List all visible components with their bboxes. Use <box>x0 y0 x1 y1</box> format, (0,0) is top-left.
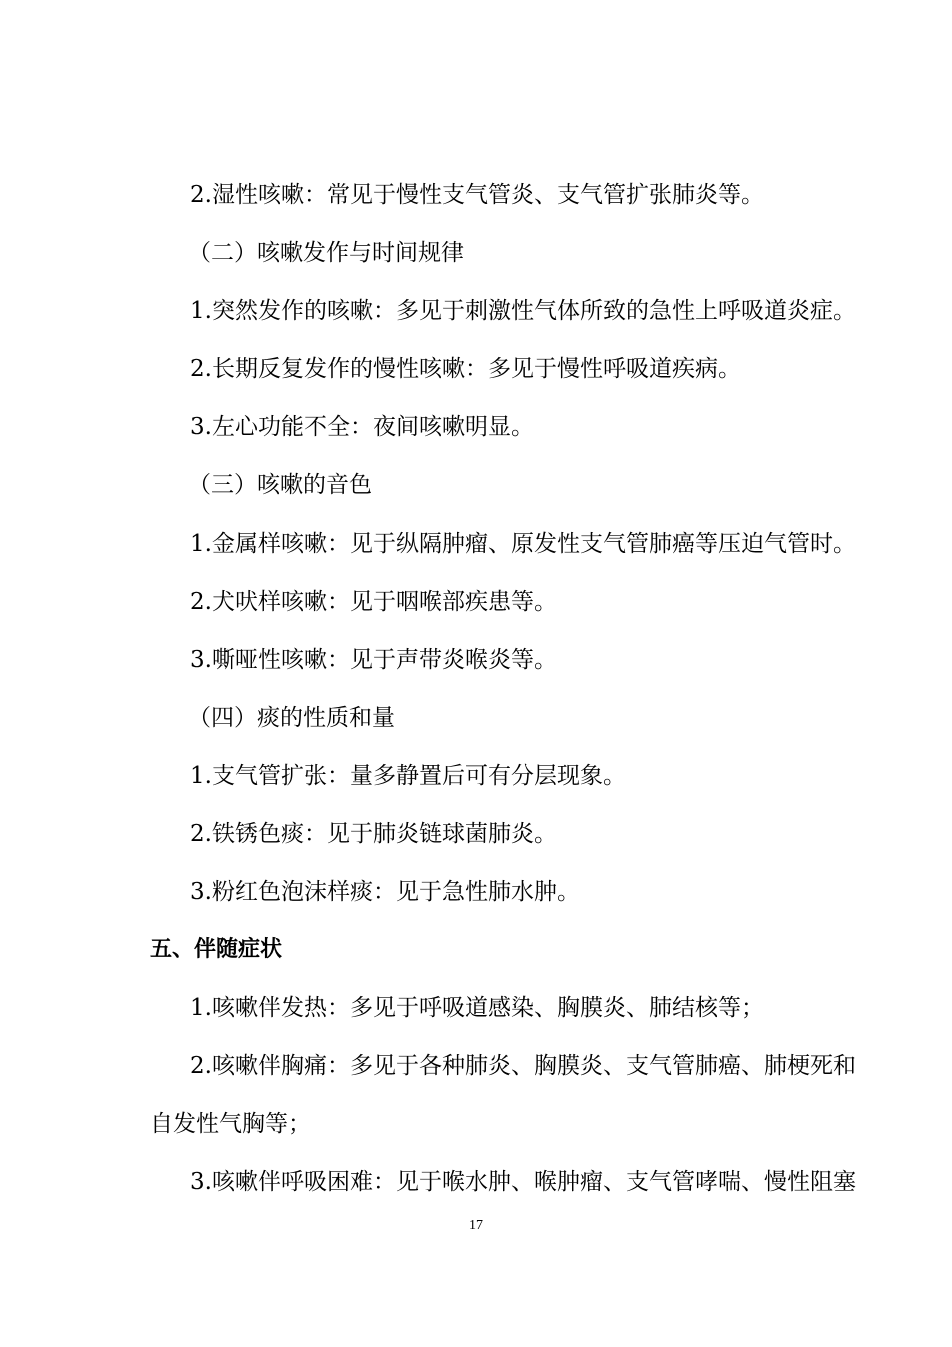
paragraph-line: 2.咳嗽伴胸痛：多见于各种肺炎、胸膜炎、支气管肺癌、肺梗死和 <box>190 1053 856 1079</box>
paragraph-line: 2.湿性咳嗽：常见于慢性支气管炎、支气管扩张肺炎等。 <box>190 182 764 208</box>
paragraph-line: 2.铁锈色痰：见于肺炎链球菌肺炎。 <box>190 821 557 847</box>
paragraph-line: 1.金属样咳嗽：见于纵隔肿瘤、原发性支气管肺癌等压迫气管时。 <box>190 531 856 557</box>
subheading: （四）痰的性质和量 <box>188 705 395 731</box>
paragraph-line: 2.犬吠样咳嗽：见于咽喉部疾患等。 <box>190 589 557 615</box>
paragraph-line: 自发性气胸等； <box>150 1111 311 1137</box>
paragraph-line: 1.咳嗽伴发热：多见于呼吸道感染、胸膜炎、肺结核等； <box>190 995 764 1021</box>
subheading: （三）咳嗽的音色 <box>188 472 372 498</box>
paragraph-line: 2.长期反复发作的慢性咳嗽：多见于慢性呼吸道疾病。 <box>190 356 741 382</box>
paragraph-line: 1.突然发作的咳嗽：多见于刺激性气体所致的急性上呼吸道炎症。 <box>190 298 856 324</box>
paragraph-line: 3.嘶哑性咳嗽：见于声带炎喉炎等。 <box>190 647 557 673</box>
paragraph-line: 3.左心功能不全：夜间咳嗽明显。 <box>190 414 534 440</box>
paragraph-line: 3.咳嗽伴呼吸困难：见于喉水肿、喉肿瘤、支气管哮喘、慢性阻塞 <box>190 1169 856 1195</box>
section-heading: 五、伴随症状 <box>150 937 283 962</box>
paragraph-line: 3.粉红色泡沫样痰：见于急性肺水肿。 <box>190 879 580 905</box>
page-number: 17 <box>469 1218 483 1233</box>
paragraph-line: 1.支气管扩张：量多静置后可有分层现象。 <box>190 763 626 789</box>
subheading: （二）咳嗽发作与时间规律 <box>188 240 464 266</box>
